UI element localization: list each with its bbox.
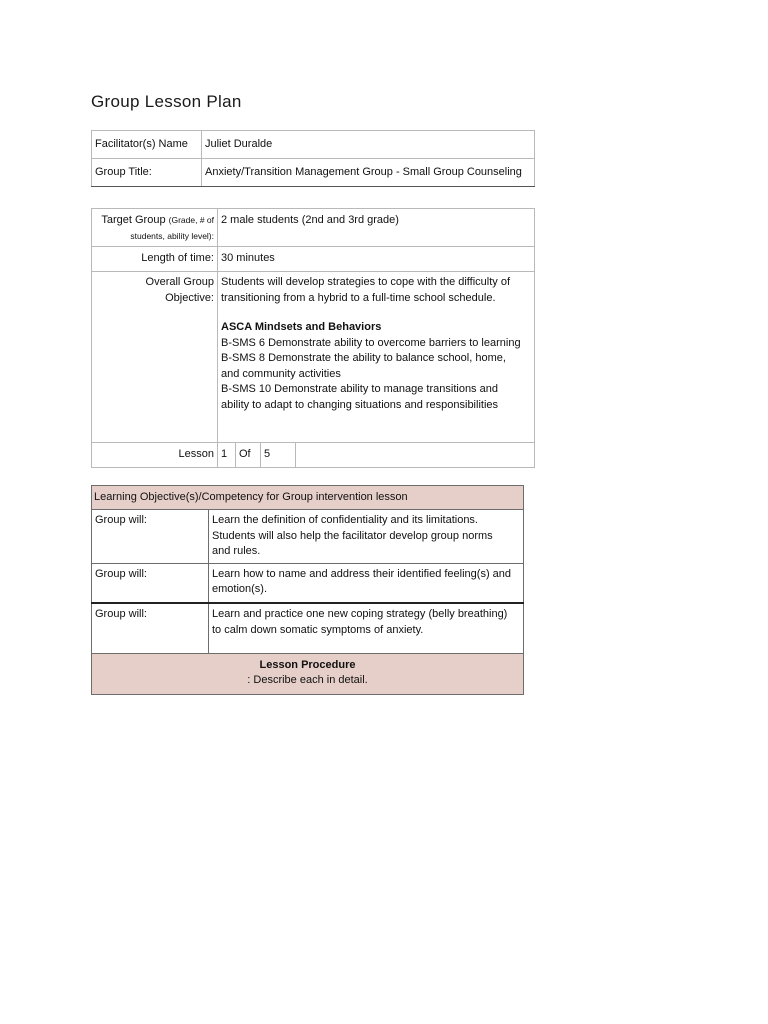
objective-value <box>218 272 535 443</box>
lesson-procedure-cell <box>92 653 524 694</box>
lesson-procedure-title: Lesson Procedure <box>259 658 356 671</box>
objective-row-text <box>209 563 524 603</box>
group-title-value: Anxiety/Transition Management Group - Small Group Counseling <box>202 159 535 187</box>
asca-heading: ASCA Mindsets and Behaviors <box>221 321 382 333</box>
objectives-header: Learning Objective(s)/Competency for Group intervention lesson <box>92 486 524 510</box>
objective-row-text-line: Learn the definition of confidentiality and its limitations. <box>212 514 478 526</box>
target-group-label <box>92 209 218 247</box>
page-title: Group Lesson Plan <box>91 92 242 111</box>
objective-row-text-line: Learn how to name and address their identified feeling(s) and <box>212 567 512 580</box>
asca-line-1: B-SMS 6 Demonstrate ability to overcome barriers to learning <box>221 336 521 349</box>
target-group-label-main: Target Group <box>101 214 166 226</box>
lesson-of-label: Of <box>236 443 261 467</box>
objective-row-2 <box>92 563 524 603</box>
asca-line-5: ability to adapt to changing situations and responsibilities <box>221 398 499 411</box>
objective-row-text-line: emotion(s). <box>212 583 268 595</box>
objective-label <box>92 272 218 443</box>
objective-row-text-line: Students will also help the facilitator develop group norms <box>212 529 493 542</box>
objective-row-text-line: to calm down somatic symptoms of anxiety. <box>212 623 424 636</box>
asca-line-2: B-SMS 8 Demonstrate the ability to balance school, home, <box>221 352 506 364</box>
lesson-procedure-row <box>92 653 524 694</box>
objective-row-label: Group will: <box>92 563 209 603</box>
facilitator-name-value: Juliet Duralde <box>202 131 535 159</box>
facilitator-table <box>91 130 535 187</box>
group-title-label: Group Title: <box>92 159 202 187</box>
facilitator-row <box>92 131 535 159</box>
objective-label-line-2: Objective: <box>165 291 214 304</box>
length-value: 30 minutes <box>218 247 535 272</box>
target-group-label-sub-1: (Grade, # of <box>168 215 214 225</box>
target-group-table <box>91 208 535 468</box>
lesson-number: 1 <box>218 443 236 467</box>
lesson-total: 5 <box>261 443 296 467</box>
learning-objectives-table <box>91 485 524 695</box>
objective-line-1: Students will develop strategies to cope with the difficulty of <box>221 276 511 288</box>
objective-row-text <box>209 510 524 564</box>
lesson-label: Lesson <box>92 443 218 468</box>
group-title-row <box>92 159 535 187</box>
lesson-count-cell <box>218 443 535 468</box>
objective-row-label: Group will: <box>92 510 209 564</box>
asca-line-3: and community activities <box>221 367 341 380</box>
lesson-procedure-subtitle: : Describe each in detail. <box>247 674 368 686</box>
objective-line-2: transitioning from a hybrid to a full-time school schedule. <box>221 291 496 304</box>
length-row <box>92 247 535 272</box>
objective-row-text <box>209 603 524 653</box>
target-group-value: 2 male students (2nd and 3rd grade) <box>218 209 535 247</box>
objective-row-text-line: Learn and practice one new coping strategy (belly breathing) <box>212 608 508 620</box>
objective-row-text-line: and rules. <box>212 545 261 557</box>
objective-row-label: Group will: <box>92 603 209 653</box>
asca-line-4: B-SMS 10 Demonstrate ability to manage transitions and <box>221 383 498 395</box>
objectives-header-row <box>92 486 524 510</box>
length-label: Length of time: <box>92 247 218 272</box>
target-group-row <box>92 209 535 247</box>
objective-row-3 <box>92 603 524 653</box>
facilitator-name-label: Facilitator(s) Name <box>92 131 202 159</box>
lesson-row <box>92 443 535 468</box>
objective-label-line-1: Overall Group <box>145 276 214 288</box>
objective-row-1 <box>92 510 524 564</box>
objective-row <box>92 272 535 443</box>
target-group-label-sub-2: students, ability level): <box>130 230 214 241</box>
